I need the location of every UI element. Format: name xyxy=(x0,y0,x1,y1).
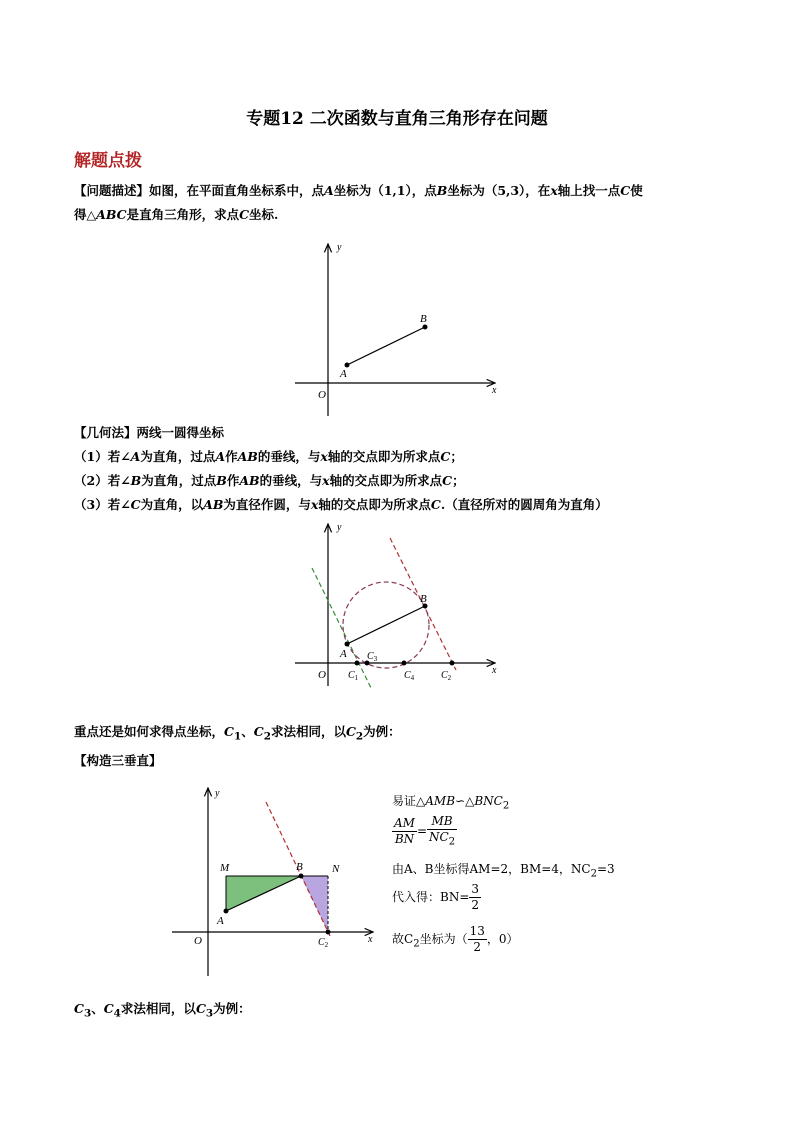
method-heading xyxy=(74,422,224,444)
sym: A xyxy=(324,183,334,198)
text: 轴的交点即为所求点 xyxy=(327,449,441,464)
text: =3 xyxy=(596,862,615,876)
sub: 3 xyxy=(205,1007,214,1020)
text: ； xyxy=(450,449,463,464)
method-item-1 xyxy=(74,446,463,468)
numerator: AM xyxy=(394,816,415,831)
sub: 1 xyxy=(233,730,242,743)
c4-label: $C_4$ xyxy=(404,670,415,682)
sub: 2 xyxy=(355,730,364,743)
text: 使 xyxy=(630,183,643,198)
method-tag: 【几何法】 xyxy=(74,425,137,440)
origin-label: O xyxy=(318,389,326,401)
c1-label: $C_1$ xyxy=(348,670,359,682)
problem-tag: 【问题描述】 xyxy=(74,183,150,198)
sym: C xyxy=(440,449,451,464)
text: 如图，在平面直角坐标系中，点 xyxy=(149,183,325,198)
sym: AB xyxy=(237,449,258,464)
sym: C xyxy=(103,1001,114,1016)
x-label: x xyxy=(492,385,497,396)
x-label: x xyxy=(492,665,497,676)
proof-line-4 xyxy=(392,882,481,913)
sub: 2 xyxy=(448,836,456,848)
sym: NC xyxy=(429,830,449,844)
origin-label: O xyxy=(194,935,202,947)
sym: x xyxy=(310,497,319,512)
text: 易证△ xyxy=(392,794,426,808)
x-label: x xyxy=(368,934,373,945)
sym: x xyxy=(550,183,558,198)
text: 故C xyxy=(392,932,414,946)
a-label: A xyxy=(340,368,347,380)
sym: C xyxy=(442,473,453,488)
numerator: 13 xyxy=(469,924,485,938)
proof-line-3 xyxy=(392,860,615,879)
equals: = xyxy=(416,824,428,839)
fraction-13-2 xyxy=(468,924,487,955)
text: 、 xyxy=(91,1001,104,1016)
text: ； xyxy=(452,473,465,488)
text: .（直径所对的圆周角为直角） xyxy=(440,497,608,512)
sym: C xyxy=(345,724,356,739)
text: （3）若∠ xyxy=(74,497,131,512)
text: （2）若∠ xyxy=(74,473,131,488)
fraction-am-bn xyxy=(392,816,417,847)
point-c1 xyxy=(355,661,360,666)
denominator: 2 xyxy=(473,940,482,954)
sym: x xyxy=(322,473,330,488)
problem-line-1 xyxy=(74,180,643,202)
text: 作 xyxy=(225,449,238,464)
c2-label: $C_2$ xyxy=(441,670,452,682)
sym: B xyxy=(216,473,227,488)
proof-line-1 xyxy=(392,792,509,811)
sym: C xyxy=(224,724,234,739)
text: 得△ xyxy=(74,207,97,222)
text: （1）若∠ xyxy=(74,449,131,464)
text: 代入得：BN= xyxy=(392,890,470,904)
text: 作 xyxy=(226,473,240,488)
sym: x xyxy=(320,449,328,464)
sym: C xyxy=(430,497,441,512)
focus-line xyxy=(74,721,401,748)
b-label: B xyxy=(420,593,427,605)
sym: C xyxy=(620,183,631,198)
text: 由A、B坐标得AM=2，BM=4，NC xyxy=(392,862,591,876)
m-label: M xyxy=(220,862,230,874)
sym: C xyxy=(195,1001,206,1016)
point-a xyxy=(345,363,350,368)
text: 坐标为（1,1），点 xyxy=(333,183,437,198)
text: 坐标为（ xyxy=(419,932,468,946)
segment-ab xyxy=(347,327,425,365)
sym: AB xyxy=(239,473,260,488)
b-label: B xyxy=(296,861,303,873)
text: 求法相同，以 xyxy=(120,1001,196,1016)
point-a xyxy=(345,642,350,647)
sub: 2 xyxy=(590,868,597,880)
text: ，0） xyxy=(486,932,519,946)
y-label: y xyxy=(215,788,220,799)
page-title: 专题12 二次函数与直角三角形存在问题 xyxy=(246,109,548,129)
text: 轴的交点即为所求点 xyxy=(318,497,431,512)
y-label: y xyxy=(337,522,342,533)
text: 轴的交点即为所求点 xyxy=(329,473,443,488)
text: 为直径作圆，与 xyxy=(223,497,311,512)
denominator: BN xyxy=(394,832,415,847)
sub: 3 xyxy=(83,1007,92,1020)
sym: C xyxy=(74,1001,84,1016)
proof-line-5 xyxy=(392,924,519,955)
sym: A xyxy=(215,449,226,464)
denominator: 2 xyxy=(471,898,480,912)
denominator xyxy=(427,830,457,849)
sym: B xyxy=(436,183,448,198)
c2-label: $C_2$ xyxy=(318,937,329,949)
last-line xyxy=(74,998,251,1025)
a-label: A xyxy=(217,915,224,927)
sym: AMB xyxy=(425,794,456,808)
problem-line-2 xyxy=(74,204,278,226)
text: 是直角三角形，求点 xyxy=(126,207,240,222)
point-c4 xyxy=(402,661,407,666)
text: 轴上找一点 xyxy=(557,183,621,198)
text: ∽△ xyxy=(455,794,475,808)
text: 求法相同，以 xyxy=(270,724,346,739)
text: 坐标. xyxy=(249,207,279,222)
text: 坐标为（5,3），在 xyxy=(447,183,551,198)
text: 为直角，以 xyxy=(140,497,204,512)
text: 为例： xyxy=(213,1001,251,1016)
method-item-3 xyxy=(74,494,608,516)
point-a xyxy=(224,909,229,914)
text: 为直角，过点 xyxy=(140,449,216,464)
point-c2 xyxy=(326,930,331,935)
sym: C xyxy=(130,497,141,512)
c3-label: $C_3$ xyxy=(367,651,378,663)
b-label: B xyxy=(420,313,427,325)
text: 、 xyxy=(241,724,254,739)
method-subtitle: 两线一圆得坐标 xyxy=(136,425,225,440)
point-b xyxy=(423,325,428,330)
numerator: MB xyxy=(427,814,457,830)
fraction-3-2 xyxy=(469,882,481,913)
sub: 4 xyxy=(113,1007,121,1020)
sym: B xyxy=(130,473,142,488)
sub: 2 xyxy=(502,800,510,812)
sub: 2 xyxy=(263,730,271,743)
figure-3 xyxy=(168,782,383,980)
text: 为直角，过点 xyxy=(141,473,217,488)
sub: 2 xyxy=(413,938,420,950)
text: 重点还是如何求得点坐标， xyxy=(74,724,225,739)
construct-heading: 【构造三垂直】 xyxy=(74,753,162,768)
text: 的垂线，与 xyxy=(257,449,321,464)
point-c2 xyxy=(450,661,455,666)
n-label: N xyxy=(332,863,340,875)
sym: BNC xyxy=(474,794,503,808)
segment-ab xyxy=(347,606,425,644)
origin-label: O xyxy=(318,669,326,681)
y-label: y xyxy=(337,242,342,253)
section-heading: 解题点拨 xyxy=(74,151,142,171)
proof-ratio xyxy=(392,814,457,849)
point-b xyxy=(299,874,304,879)
text: 为例： xyxy=(363,724,401,739)
text: 的垂线，与 xyxy=(259,473,323,488)
method-item-2 xyxy=(74,470,465,492)
fraction-mb-nc2 xyxy=(427,814,457,849)
sym: C xyxy=(253,724,264,739)
a-label: A xyxy=(340,648,347,660)
figure-2 xyxy=(280,518,510,688)
sym: AB xyxy=(203,497,224,512)
sym: A xyxy=(130,449,141,464)
figure-1 xyxy=(280,238,510,418)
sym: C xyxy=(239,207,250,222)
numerator: 3 xyxy=(471,882,480,896)
sym: ABC xyxy=(96,207,127,222)
